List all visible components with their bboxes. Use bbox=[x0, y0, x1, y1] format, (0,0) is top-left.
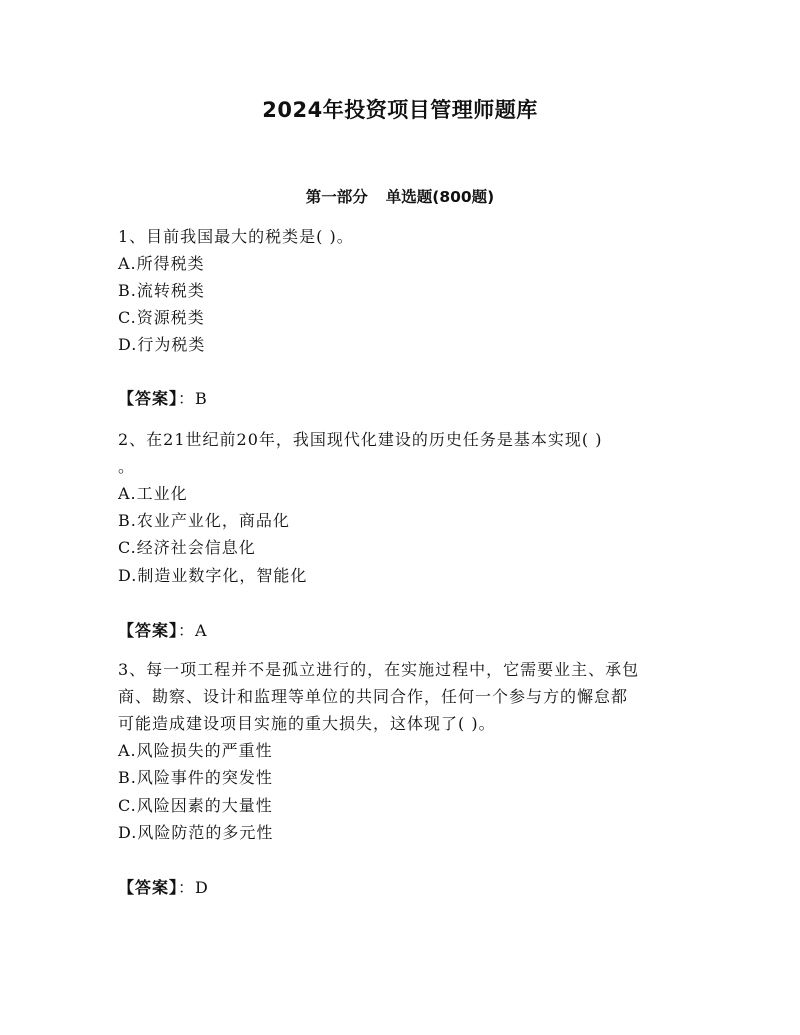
answer-value: B bbox=[195, 389, 208, 408]
question-2-option-c: C.经济社会信息化 bbox=[118, 538, 256, 557]
question-3-answer bbox=[118, 878, 209, 898]
section-part: 第一部分 bbox=[305, 188, 368, 206]
answer-separator: ： bbox=[178, 389, 196, 408]
question-3-option-a: A.风险损失的严重性 bbox=[118, 741, 273, 760]
question-2-option-b: B.农业产业化，商品化 bbox=[118, 511, 290, 530]
answer-label: 【答案】 bbox=[118, 878, 179, 897]
section-title bbox=[0, 185, 800, 207]
answer-label: 【答案】 bbox=[118, 389, 179, 408]
question-3-option-b: B.风险事件的突发性 bbox=[118, 768, 273, 787]
question-1-option-c: C.资源税类 bbox=[118, 308, 205, 327]
question-3-stem-line-1: 3、每一项工程并不是孤立进行的，在实施过程中，它需要业主、承包 bbox=[118, 660, 640, 679]
question-2-stem-line-1: 2、在21世纪前20年，我国现代化建设的历史任务是基本实现( ) bbox=[118, 430, 603, 449]
answer-separator: ： bbox=[178, 878, 196, 897]
question-1-option-d: D.行为税类 bbox=[118, 335, 206, 354]
question-1-stem-line-1: 1、目前我国最大的税类是( )。 bbox=[118, 227, 354, 246]
answer-label: 【答案】 bbox=[118, 621, 179, 640]
question-2-answer bbox=[118, 621, 208, 641]
question-2-option-a: A.工业化 bbox=[118, 484, 188, 503]
question-3-option-d: D.风险防范的多元性 bbox=[118, 823, 274, 842]
answer-value: A bbox=[195, 621, 208, 640]
question-3-stem-line-2: 商、勘察、设计和监理等单位的共同合作，任何一个参与方的懈怠都 bbox=[118, 687, 629, 706]
question-3-option-c: C.风险因素的大量性 bbox=[118, 796, 273, 815]
answer-value: D bbox=[195, 878, 209, 897]
question-2-stem-line-2: 。 bbox=[118, 457, 136, 476]
question-2-option-d: D.制造业数字化，智能化 bbox=[118, 566, 308, 585]
question-1-option-b: B.流转税类 bbox=[118, 281, 205, 300]
section-name: 单选题(800题) bbox=[385, 188, 495, 206]
question-1-answer bbox=[118, 389, 208, 409]
question-1-option-a: A.所得税类 bbox=[118, 254, 205, 273]
question-3-stem-line-3: 可能造成建设项目实施的重大损失，这体现了( )。 bbox=[118, 714, 496, 733]
answer-separator: ： bbox=[178, 621, 196, 640]
document-title: 2024年投资项目管理师题库 bbox=[262, 98, 538, 122]
